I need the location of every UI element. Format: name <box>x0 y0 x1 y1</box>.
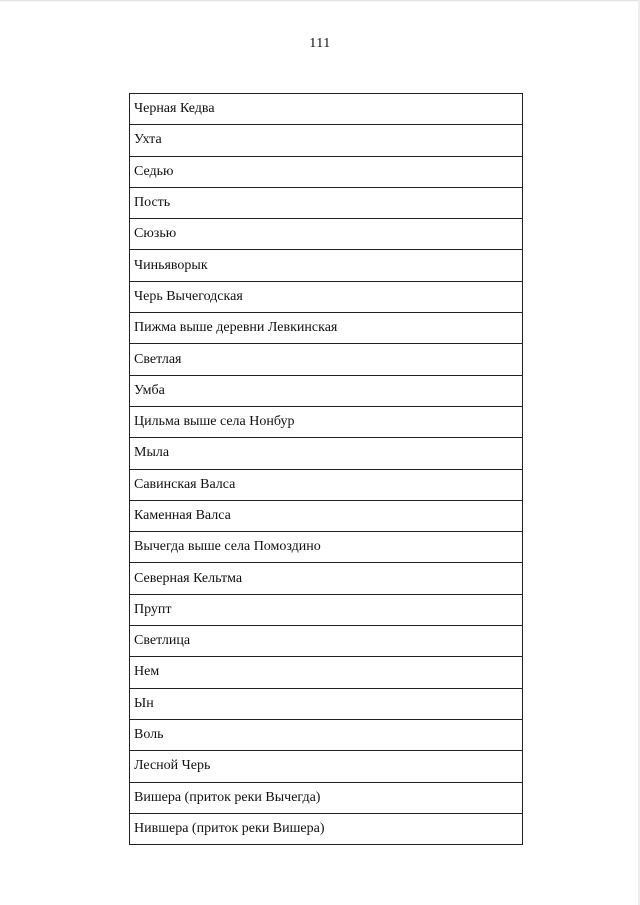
river-name-cell: Сюзью <box>130 219 523 250</box>
table-row <box>130 751 523 782</box>
table-row <box>130 406 523 437</box>
table-row <box>130 719 523 750</box>
river-name-cell: Светлица <box>130 626 523 657</box>
river-name-cell: Чиньяворык <box>130 250 523 281</box>
river-name-cell: Северная Кельтма <box>130 563 523 594</box>
table-row <box>130 657 523 688</box>
table-row <box>130 250 523 281</box>
river-name-cell: Лесной Черь <box>130 751 523 782</box>
table-row <box>130 469 523 500</box>
river-name-cell: Светлая <box>130 344 523 375</box>
table-row <box>130 813 523 844</box>
table-row <box>130 313 523 344</box>
table-row <box>130 626 523 657</box>
river-name-cell: Ын <box>130 688 523 719</box>
river-name-cell: Седью <box>130 156 523 187</box>
table-row <box>130 500 523 531</box>
river-name-cell: Вишера (приток реки Вычегда) <box>130 782 523 813</box>
table-row <box>130 344 523 375</box>
river-name-cell: Цильма выше села Нонбур <box>130 406 523 437</box>
river-name-cell: Каменная Валса <box>130 500 523 531</box>
table-row <box>130 156 523 187</box>
river-name-cell: Пость <box>130 187 523 218</box>
table-row <box>130 94 523 125</box>
table-row <box>130 281 523 312</box>
table-row <box>130 219 523 250</box>
river-name-cell: Нившера (приток реки Вишера) <box>130 813 523 844</box>
river-name-cell: Воль <box>130 719 523 750</box>
river-name-cell: Мыла <box>130 438 523 469</box>
table-row <box>130 532 523 563</box>
scan-edge-top <box>0 0 640 2</box>
river-name-cell: Умба <box>130 375 523 406</box>
table-row <box>130 563 523 594</box>
river-name-cell: Черь Вычегодская <box>130 281 523 312</box>
river-name-cell: Ухта <box>130 125 523 156</box>
page-number: 111 <box>309 36 331 51</box>
river-name-cell: Прупт <box>130 594 523 625</box>
rivers-table <box>129 93 523 845</box>
river-name-cell: Пижма выше деревни Левкинская <box>130 313 523 344</box>
river-name-cell: Нем <box>130 657 523 688</box>
river-name-cell: Савинская Валса <box>130 469 523 500</box>
table-row <box>130 187 523 218</box>
rivers-table-body <box>130 94 523 845</box>
table-row <box>130 782 523 813</box>
table-row <box>130 375 523 406</box>
river-name-cell: Вычегда выше села Помоздино <box>130 532 523 563</box>
table-row <box>130 594 523 625</box>
river-name-cell: Черная Кедва <box>130 94 523 125</box>
table-row <box>130 125 523 156</box>
table-row <box>130 438 523 469</box>
table-row <box>130 688 523 719</box>
